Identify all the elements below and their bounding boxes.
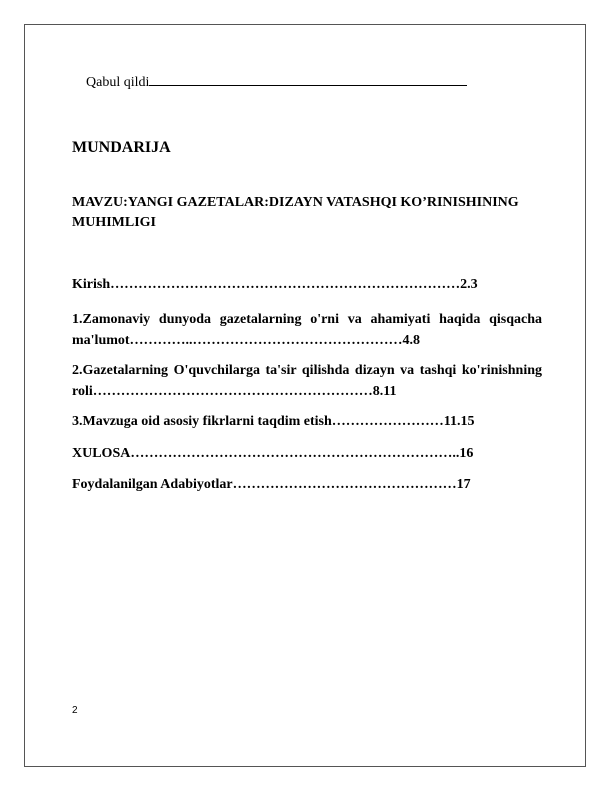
accepted-by-label: Qabul qildi — [86, 75, 150, 90]
document-topic: MAVZU:YANGI GAZETALAR:DIZAYN VATASHQI KO’RINISHINING MUHIMLIGI — [72, 195, 519, 230]
toc-entry-references: Foydalanilgan Adabiyotlar…………………………………………17 — [72, 477, 471, 492]
toc-entry-section-1: 1.Zamonaviy dunyoda gazetalarning o'rni va ahamiyati haqida qisqacha ma'lumot…………..………………………………………4.8 — [72, 312, 542, 348]
accepted-by-blank — [149, 72, 467, 86]
page-number: 2 — [72, 705, 78, 716]
document-title: MUNDARIJA — [72, 139, 171, 156]
toc-entry-section-2: 2.Gazetalarning O'quvchilarga ta'sir qilishda dizayn va tashqi ko'rinishning roli……………………………………………………8.11 — [72, 363, 542, 399]
toc-entry-section-3: 3.Mavzuga oid asosiy fikrlarni taqdim etish……………………11.15 — [72, 414, 475, 429]
toc-entry-conclusion: XULOSA……………………………………………………………..16 — [72, 446, 474, 461]
accepted-by-line — [86, 72, 467, 91]
toc-entry-introduction: Kirish…………………………………………………………………2.3 — [72, 277, 478, 292]
